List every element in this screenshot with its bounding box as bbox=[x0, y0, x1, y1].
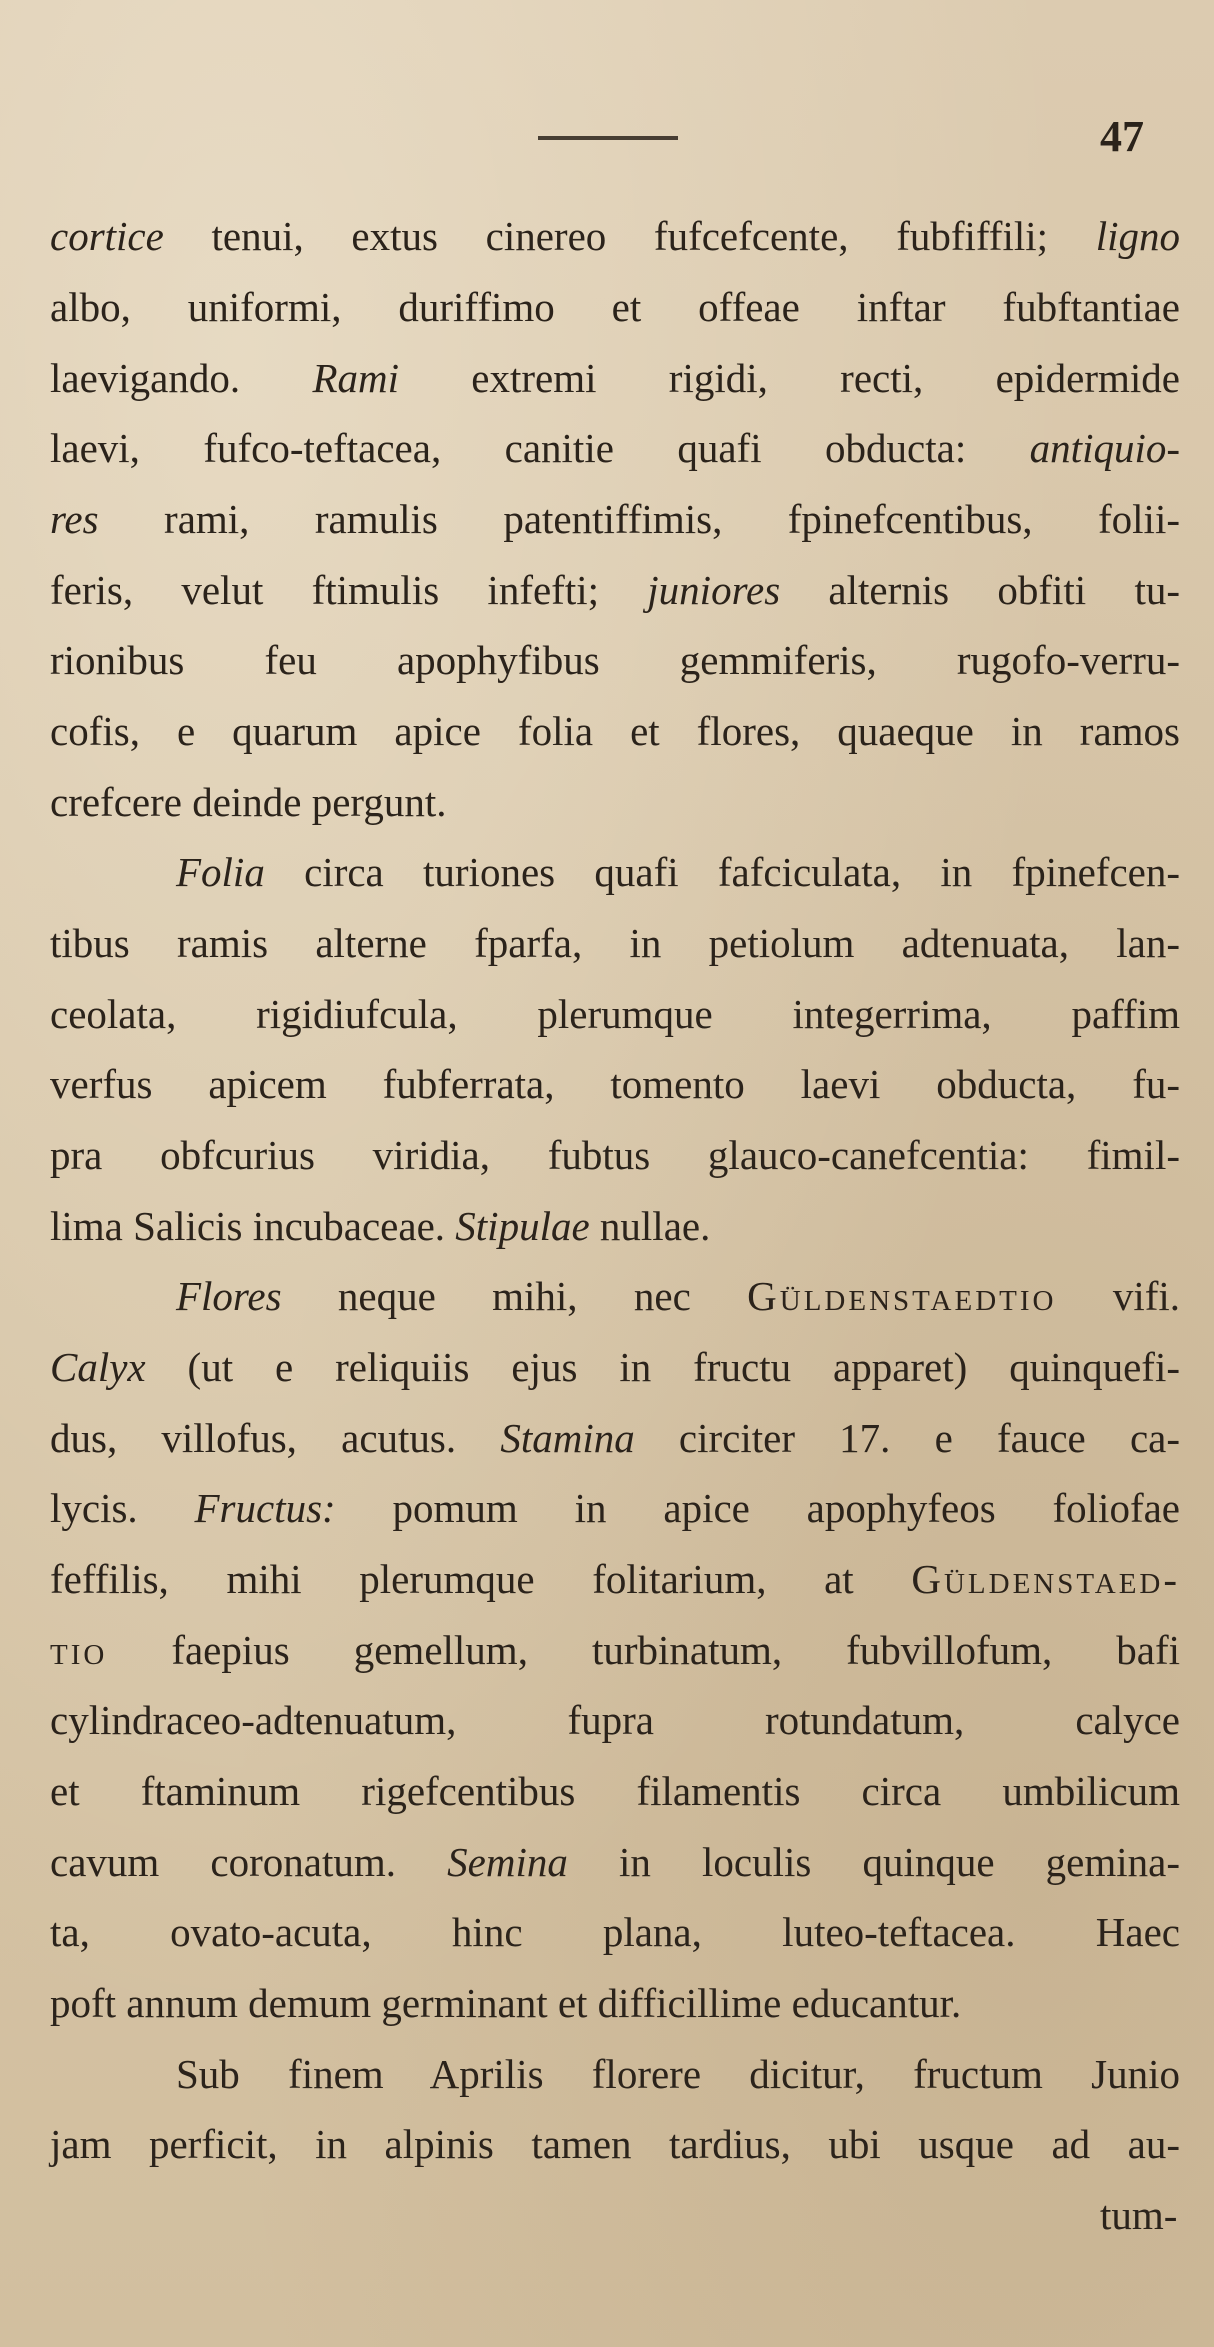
text-line: cortice tenui, extus cinereo fufcefcente, fubfiffili; ligno bbox=[50, 213, 1180, 259]
text-line: Calyx (ut e reliquiis ejus in fructu apparet) quinquefi- bbox=[50, 1344, 1180, 1390]
text-line: ta, ovato-acuta, hinc plana, luteo-teftacea. Haec bbox=[50, 1909, 1180, 1955]
text-line: jam perficit, in alpinis tamen tardius, ubi usque ad au- bbox=[50, 2121, 1180, 2167]
text-line: ceolata, rigidiufcula, plerumque integerrima, paffim bbox=[50, 991, 1180, 1037]
text-line: pra obfcurius viridia, fubtus glauco-canefcentia: fimil- bbox=[50, 1132, 1180, 1178]
text-line: cylindraceo-adtenuatum, fupra rotundatum, calyce bbox=[50, 1697, 1180, 1743]
text-line: lima Salicis incubaceae. Stipulae nullae. bbox=[50, 1203, 711, 1249]
text-line: feffilis, mihi plerumque folitarium, at Güldenstaed- bbox=[50, 1556, 1180, 1602]
text-line: crefcere deinde pergunt. bbox=[50, 779, 447, 825]
text-line: poft annum demum germinant et difficillime educantur. bbox=[50, 1980, 962, 2026]
text-line: feris, velut ftimulis infefti; juniores alternis obfiti tu- bbox=[50, 567, 1180, 613]
page-number: 47 bbox=[1100, 112, 1144, 161]
paragraph-start: Flores neque mihi, nec Güldenstaedtio vifi. bbox=[176, 1273, 1181, 1319]
catchword: tum- bbox=[1100, 2192, 1178, 2238]
paragraph-start: Folia circa turiones quafi fafciculata, in fpinefcen- bbox=[176, 849, 1180, 895]
text-line: albo, uniformi, duriffimo et offeae inftar fubftantiae bbox=[50, 284, 1180, 330]
text-line: rionibus feu apophyfibus gemmiferis, rugofo-verru- bbox=[50, 637, 1180, 683]
text-line: verfus apicem fubferrata, tomento laevi obducta, fu- bbox=[50, 1061, 1180, 1107]
text-line: et ftaminum rigefcentibus filamentis circa umbilicum bbox=[50, 1768, 1180, 1814]
text-line: cavum coronatum. Semina in loculis quinque gemina- bbox=[50, 1839, 1181, 1885]
text-line: laevi, fufco-teftacea, canitie quafi obducta: antiquio- bbox=[50, 425, 1180, 471]
header-rule bbox=[538, 136, 678, 140]
text-line: lycis. Fructus: pomum in apice apophyfeos foliofae bbox=[50, 1485, 1180, 1531]
paragraph-start: Sub finem Aprilis florere dicitur, fructum Junio bbox=[176, 2051, 1180, 2097]
text-line: dus, villofus, acutus. Stamina circiter 17. e fauce ca- bbox=[50, 1415, 1180, 1461]
text-line: laevigando. Rami extremi rigidi, recti, epidermide bbox=[50, 355, 1180, 401]
text-line: res rami, ramulis patentiffimis, fpinefcentibus, folii- bbox=[50, 496, 1180, 542]
text-line: tio faepius gemellum, turbinatum, fubvillofum, bafi bbox=[50, 1627, 1180, 1673]
text-line: tibus ramis alterne fparfa, in petiolum adtenuata, lan- bbox=[50, 920, 1180, 966]
text-line: cofis, e quarum apice folia et flores, quaeque in ramos bbox=[50, 708, 1180, 754]
